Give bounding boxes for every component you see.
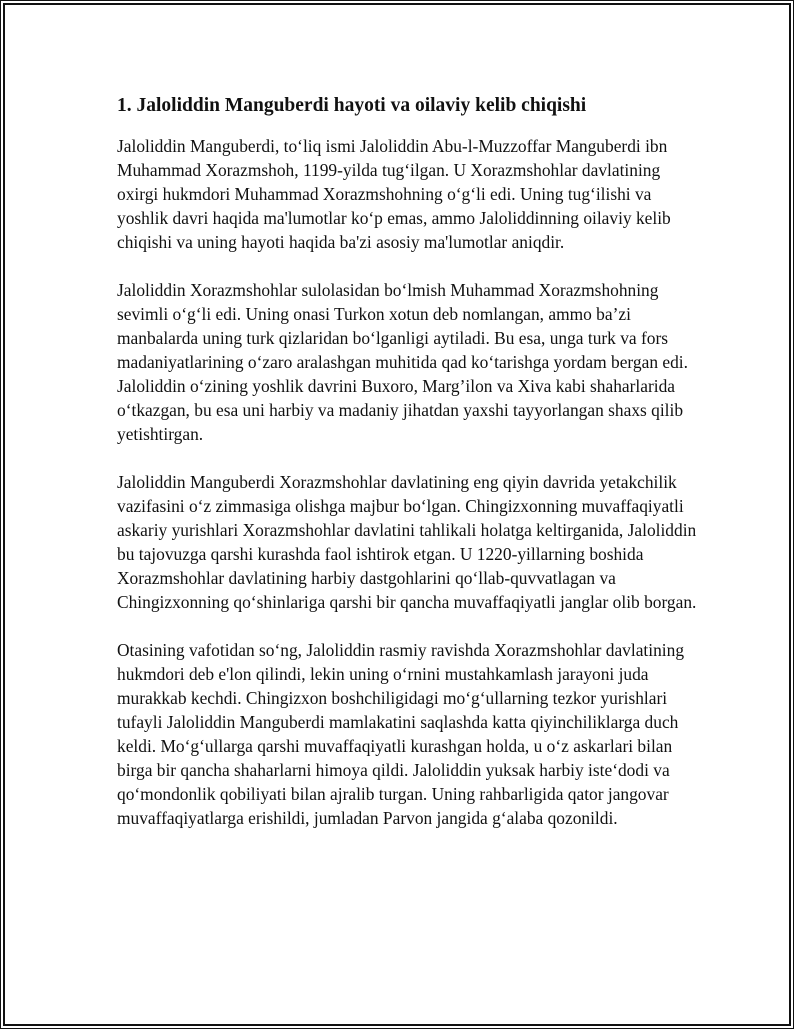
paragraph-4: Otasining vafotidan so‘ng, Jaloliddin rasmiy ravishda Xorazmshohlar davlatining hukmdori deb e'lon qilindi, lekin uning o‘rnini mustahkamlash jarayoni juda murakkab kechdi. Chingizxon boshchiligidagi mo‘g‘ullarning tezkor yurishlari tufayli Jaloliddin Manguberdi mamlakatini saqlashda katta qiyinchiliklarga duch keldi. Mo‘g‘ullarga qarshi muvaffaqiyatli kurashgan holda, u o‘z askarlari bilan birga bir qancha shaharlarni himoya qildi. Jaloliddin yuksak harbiy iste‘dodi va qo‘mondonlik qobiliyati bilan ajralib turgan. Uning rahbarligida qator jangovar muvaffaqiyatlarga erishildi, jumladan Parvon jangida g‘alaba qozonildi. [117, 640, 685, 828]
paragraph-2: Jaloliddin Xorazmshohlar sulolasidan bo‘lmish Muhammad Xorazmshohning sevimli o‘g‘li edi. Uning onasi Turkon xotun deb nomlangan, ammo ba’zi manbalarda uning turk qizlaridan bo‘lganligi aytiladi. Bu esa, unga turk va fors madaniyatlarining o‘zaro aralashgan muhitida qad ko‘tarishga yordam bergan edi. Jaloliddin o‘zining yoshlik davrini Buxoro, Marg’ilon va Xiva kabi shaharlarida o‘tkazgan, bu esa uni harbiy va madaniy jihatdan yaxshi tayyorlangan shaxs qilib yetishtirgan. [117, 280, 688, 444]
document-body [117, 92, 697, 854]
paragraph-3: Jaloliddin Manguberdi Xorazmshohlar davlatining eng qiyin davrida yetakchilik vazifasini o‘z zimmasiga olishga majbur bo‘lgan. Chingizxonning muvaffaqiyatli askariy yurishlari Xorazmshohlar davlatini tahlikali holatga keltirganida, Jaloliddin bu tajovuzga qarshi kurashda faol ishtirok etgan. U 1220-yillarning boshida Xorazmshohlar davlatining harbiy dastgohlarini qo‘llab-quvvatlagan va Chingizxonning qo‘shinlariga qarshi bir qancha muvaffaqiyatli janglar olib borgan. [117, 472, 697, 612]
section-heading: 1. Jaloliddin Manguberdi hayoti va oilaviy kelib chiqishi [117, 95, 587, 116]
paragraph-1: Jaloliddin Manguberdi, to‘liq ismi Jaloliddin Abu-l-Muzzoffar Manguberdi ibn Muhammad Xorazmshoh, 1199-yilda tug‘ilgan. U Xorazmshohlar davlatining oxirgi hukmdori Muhammad Xorazmshohning o‘g‘li edi. Uning tug‘ilishi va yoshlik davri haqida ma'lumotlar ko‘p emas, ammo Jaloliddinning oilaviy kelib chiqishi va uning hayoti haqida ba'zi asosiy ma'lumotlar aniqdir. [117, 136, 671, 252]
